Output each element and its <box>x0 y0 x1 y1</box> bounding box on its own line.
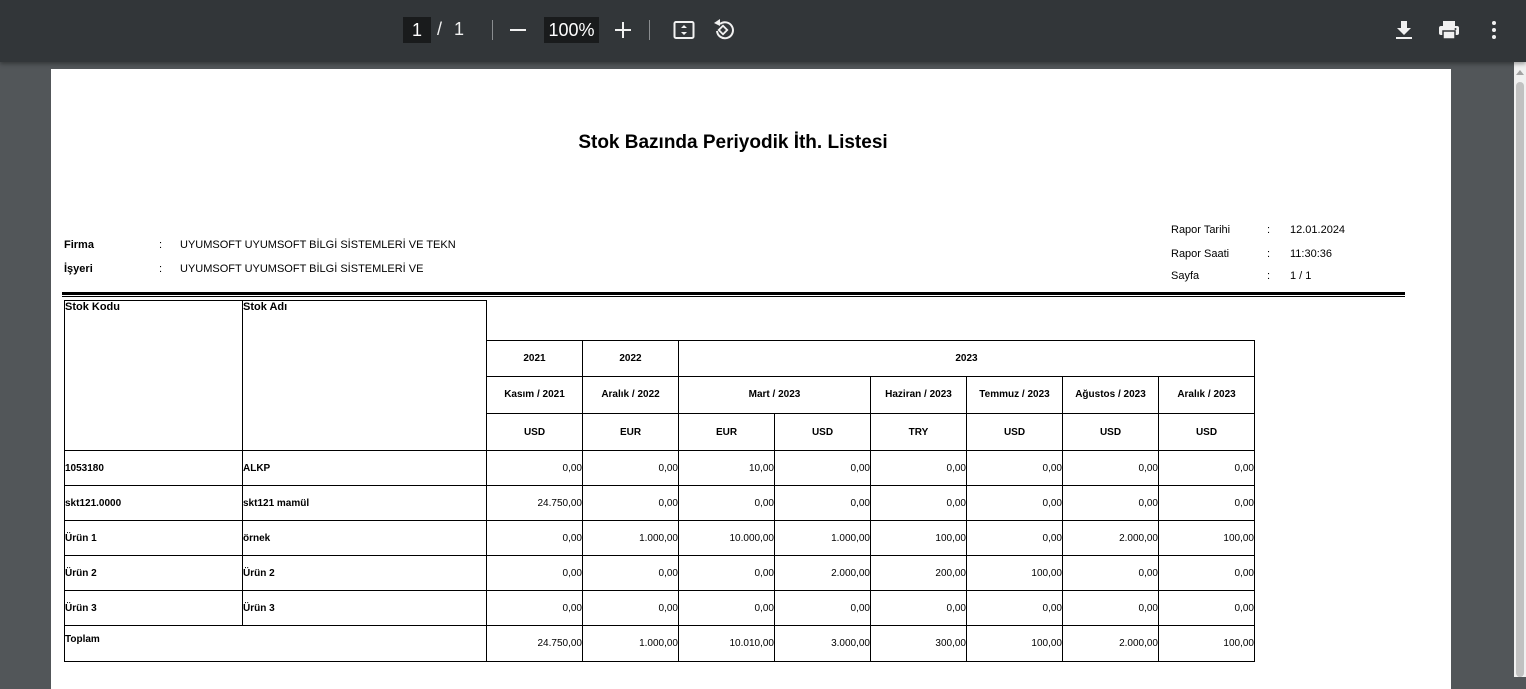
stok-kodu-cell: Ürün 1 <box>65 521 243 556</box>
value-cell: 0,00 <box>775 451 871 486</box>
zoom-out-icon <box>510 22 526 38</box>
month-header: Kasım / 2021 <box>504 389 565 400</box>
value-cell: 0,00 <box>1063 591 1159 626</box>
page-number-input[interactable]: 1 <box>403 17 431 43</box>
scroll-up-arrow-icon[interactable] <box>1516 70 1524 75</box>
more-options-button[interactable] <box>1479 15 1509 45</box>
total-cell: 300,00 <box>871 626 967 662</box>
rapor-saati-value: 11:30:36 <box>1290 248 1333 260</box>
stok-kodu-cell: Ürün 3 <box>65 591 243 626</box>
stok-adi-cell: skt121 mamül <box>243 486 487 521</box>
currency-header: USD <box>487 414 583 451</box>
pdf-page <box>51 69 1451 689</box>
total-cell: 1.000,00 <box>583 626 679 662</box>
sayfa-colon: : <box>1267 270 1271 282</box>
month-header: Mart / 2023 <box>748 389 801 400</box>
zoom-out-button[interactable] <box>503 15 533 45</box>
fit-page-icon <box>673 20 695 40</box>
value-cell: 0,00 <box>487 451 583 486</box>
header-row-top <box>65 301 1255 341</box>
year-header: 2021 <box>487 341 583 377</box>
table-row <box>65 591 1255 626</box>
stok-kodu-cell: 1053180 <box>65 451 243 486</box>
value-cell: 0,00 <box>583 486 679 521</box>
value-cell: 0,00 <box>1159 591 1255 626</box>
stok-adi-cell: ALKP <box>243 451 487 486</box>
toolbar-divider <box>649 20 650 40</box>
value-cell: 0,00 <box>1063 556 1159 591</box>
header-rule-thin <box>62 296 1405 297</box>
firma-label: Firma <box>64 239 94 251</box>
currency-header: USD <box>967 414 1063 451</box>
total-label: Toplam <box>65 626 487 662</box>
stok-kodu-cell: Ürün 2 <box>65 556 243 591</box>
stok-kodu-cell: skt121.0000 <box>65 486 243 521</box>
vertical-scrollbar[interactable] <box>1514 62 1526 677</box>
isyeri-colon: : <box>159 263 163 275</box>
value-cell: 2.000,00 <box>775 556 871 591</box>
value-cell: 0,00 <box>871 451 967 486</box>
total-cell: 100,00 <box>967 626 1063 662</box>
month-header: Temmuz / 2023 <box>979 389 1050 400</box>
value-cell: 100,00 <box>1159 521 1255 556</box>
value-cell: 0,00 <box>1159 451 1255 486</box>
total-cell: 24.750,00 <box>487 626 583 662</box>
total-cell: 3.000,00 <box>775 626 871 662</box>
rapor-tarihi-value: 12.01.2024 <box>1290 224 1346 236</box>
report-title: Stok Bazında Periyodik İth. Listesi <box>578 132 888 153</box>
download-icon <box>1395 20 1413 40</box>
sayfa-label: Sayfa <box>1171 270 1200 282</box>
rapor-saati-label: Rapor Saati <box>1171 248 1230 260</box>
value-cell: 0,00 <box>679 556 775 591</box>
currency-header: EUR <box>679 414 775 451</box>
month-header: Ağustos / 2023 <box>1075 389 1146 400</box>
rotate-button[interactable] <box>709 15 739 45</box>
value-cell: 0,00 <box>967 591 1063 626</box>
rotate-icon <box>712 18 736 42</box>
header-stok-kodu: Stok Kodu <box>65 301 243 451</box>
value-cell: 1.000,00 <box>583 521 679 556</box>
year-header: 2022 <box>583 341 679 377</box>
table-row <box>65 556 1255 591</box>
firma-colon: : <box>159 239 163 251</box>
currency-header: USD <box>1063 414 1159 451</box>
total-cell: 100,00 <box>1159 626 1255 662</box>
toolbar-divider <box>492 20 493 40</box>
value-cell: 0,00 <box>487 556 583 591</box>
zoom-in-icon <box>615 22 631 38</box>
value-cell: 10.000,00 <box>679 521 775 556</box>
table-row <box>65 521 1255 556</box>
value-cell: 2.000,00 <box>1063 521 1159 556</box>
currency-header: USD <box>1159 414 1255 451</box>
stok-adi-cell: Ürün 2 <box>243 556 487 591</box>
header-spacer <box>487 301 1255 341</box>
value-cell: 0,00 <box>487 591 583 626</box>
value-cell: 0,00 <box>871 486 967 521</box>
report-table-wrapper <box>64 300 1255 662</box>
table-row <box>65 451 1255 486</box>
rapor-saati-colon: : <box>1267 248 1271 260</box>
value-cell: 0,00 <box>967 451 1063 486</box>
value-cell: 100,00 <box>967 556 1063 591</box>
header-rule-thick <box>62 292 1405 295</box>
value-cell: 0,00 <box>775 486 871 521</box>
fit-page-button[interactable] <box>669 15 699 45</box>
table-row <box>65 486 1255 521</box>
zoom-in-button[interactable] <box>608 15 638 45</box>
rapor-tarihi-label: Rapor Tarihi <box>1171 224 1231 236</box>
value-cell: 0,00 <box>1063 486 1159 521</box>
page-separator: / <box>437 19 443 39</box>
report-table <box>64 300 1255 662</box>
value-cell: 0,00 <box>583 591 679 626</box>
total-row <box>65 626 1255 662</box>
value-cell: 0,00 <box>679 591 775 626</box>
value-cell: 24.750,00 <box>487 486 583 521</box>
stok-adi-cell: örnek <box>243 521 487 556</box>
month-header: Aralık / 2023 <box>1177 389 1236 400</box>
value-cell: 0,00 <box>967 521 1063 556</box>
value-cell: 0,00 <box>583 451 679 486</box>
value-cell: 0,00 <box>679 486 775 521</box>
pdf-toolbar <box>0 0 1526 62</box>
value-cell: 0,00 <box>1159 486 1255 521</box>
print-icon <box>1438 20 1460 40</box>
isyeri-value: UYUMSOFT UYUMSOFT BİLGİ SİSTEMLERİ VE <box>180 263 424 275</box>
currency-header: USD <box>775 414 871 451</box>
currency-header: TRY <box>871 414 967 451</box>
value-cell: 200,00 <box>871 556 967 591</box>
page-total: 1 <box>454 19 465 39</box>
value-cell: 0,00 <box>775 591 871 626</box>
total-cell: 10.010,00 <box>679 626 775 662</box>
more-options-icon <box>1491 20 1497 40</box>
download-button[interactable] <box>1389 15 1419 45</box>
rapor-tarihi-colon: : <box>1267 224 1271 236</box>
year-header: 2023 <box>679 341 1255 377</box>
sayfa-value: 1 / 1 <box>1290 270 1312 282</box>
scrollbar-thumb[interactable] <box>1516 82 1524 677</box>
value-cell: 10,00 <box>679 451 775 486</box>
value-cell: 0,00 <box>1159 556 1255 591</box>
value-cell: 100,00 <box>871 521 967 556</box>
value-cell: 0,00 <box>487 521 583 556</box>
header-stok-adi: Stok Adı <box>243 301 487 451</box>
zoom-level-input[interactable]: 100% <box>544 17 599 43</box>
isyeri-label: İşyeri <box>64 263 93 275</box>
value-cell: 0,00 <box>1063 451 1159 486</box>
month-header: Haziran / 2023 <box>885 389 952 400</box>
month-header: Aralık / 2022 <box>601 389 660 400</box>
firma-value: UYUMSOFT UYUMSOFT BİLGİ SİSTEMLERİ VE TEKN <box>180 239 456 251</box>
value-cell: 0,00 <box>967 486 1063 521</box>
stok-adi-cell: Ürün 3 <box>243 591 487 626</box>
value-cell: 1.000,00 <box>775 521 871 556</box>
value-cell: 0,00 <box>583 556 679 591</box>
total-cell: 2.000,00 <box>1063 626 1159 662</box>
value-cell: 0,00 <box>871 591 967 626</box>
print-button[interactable] <box>1434 15 1464 45</box>
currency-header: EUR <box>583 414 679 451</box>
